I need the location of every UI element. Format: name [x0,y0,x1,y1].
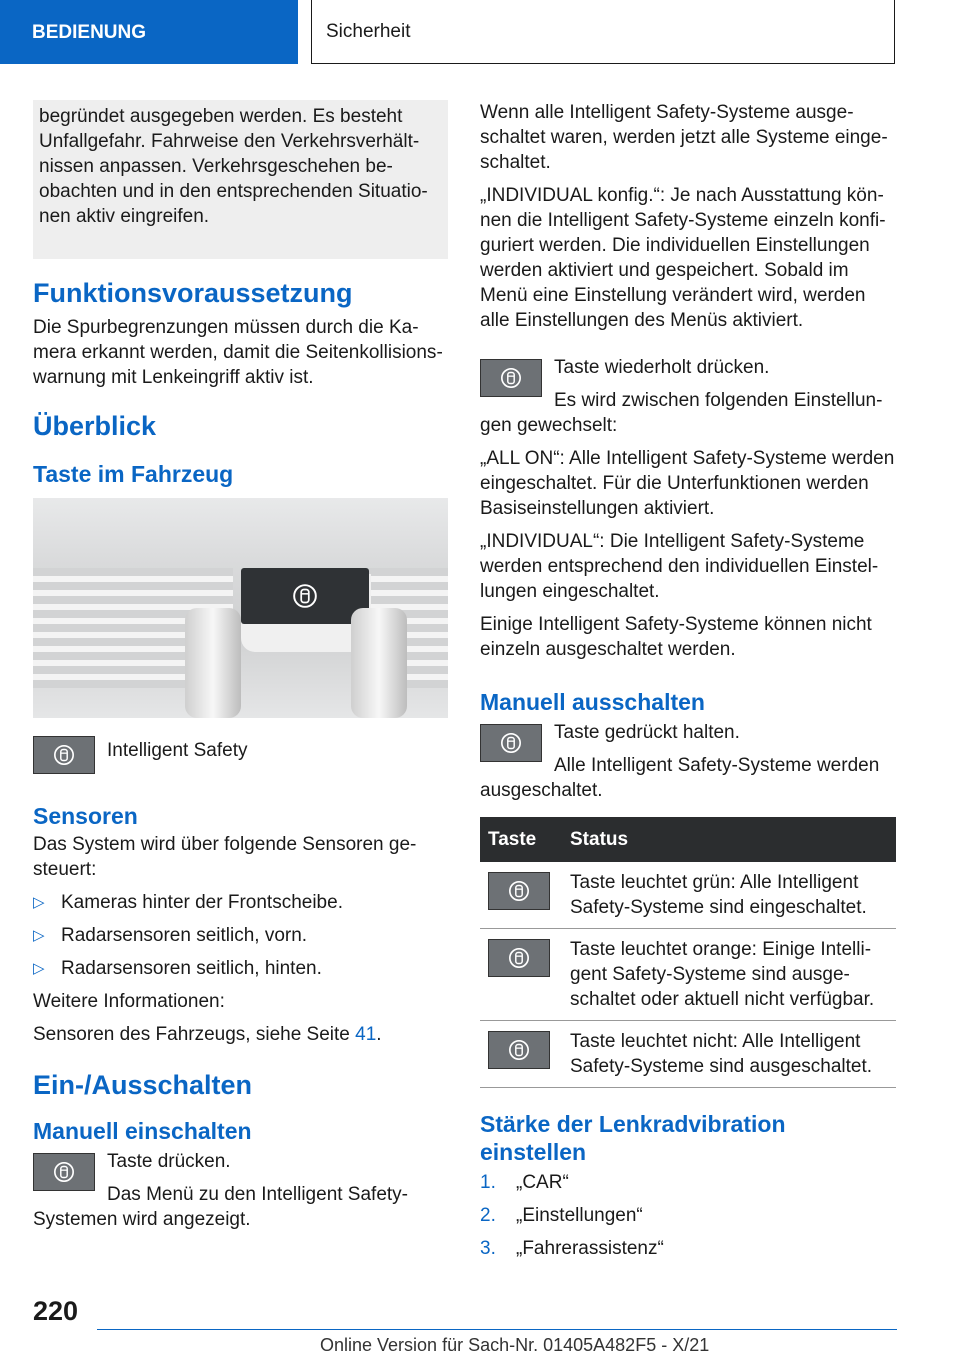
aus-step-2: Alle Intelligent Safety-Systeme werden ausgeschaltet. [480,755,880,801]
einige-text: Einige Intelligent Safety-Systeme können nicht einzeln ausgeschaltet werden. [480,614,872,660]
section-title: BEDIENUNG [32,21,147,43]
warning-text: begründet ausgegeben werden. Es besteht Unfallgefahr. Fahrweise den Verkehrsverhältnissen anpassen. Verkehrsgeschehen beobachten und in den entsprechenden Situationen aktiv eingreifen. [39,106,428,227]
intelligent-safety-key-icon [33,1153,95,1191]
intelligent-safety-key-icon [480,724,542,762]
chapter-title: Sicherheit [326,21,411,42]
list-item: 3. „Fahrerassistenz“ [480,1238,664,1259]
key-off-icon [488,1031,550,1069]
section-tab [0,0,298,64]
heading-sensoren: Sensoren [33,803,138,829]
steps-list [480,1170,896,1261]
heading-taste-im-fahrzeug: Taste im Fahrzeug [33,461,234,487]
triangle-bullet-icon: ▷ [33,960,45,977]
list-item: ▷ Radarsensoren seitlich, hinten. [33,958,322,979]
status-cell: Taste leuchtet nicht: Alle Intelligent Safety-Systeme sind ausgeschaltet. [562,1021,896,1088]
allon-text: „ALL ON“: Alle Intelligent Safety-Systeme werden eingeschaltet. Für die Unterfunktionen werden Basiseinstellungen aktiviert. [480,448,895,519]
left-column [33,100,448,1240]
key-legend-label: Intelligent Safety [107,740,248,761]
ein-step-2: Das Menü zu den Intelligent Safety-Systemen wird angezeigt. [33,1184,409,1230]
vehicle-button-photo [33,498,448,718]
sensoren-text: Das System wird über folgende Sensoren gesteuert: [33,834,417,880]
intelligent-safety-key-photo-icon [241,568,369,624]
wd-step-2: Es wird zwischen folgenden Einstellungen gewechselt: [480,390,883,436]
status-cell: Taste leuchtet grün: Alle Intelligent Safety-Systeme sind eingeschaltet. [562,862,896,929]
wiederholt-block [480,355,896,438]
list-item: ▷ Kameras hinter der Frontscheibe. [33,892,343,913]
list-item: 1. „CAR“ [480,1172,569,1193]
weitere-informationen: Weitere Informationen: [33,991,225,1012]
heading-ueberblick: Überblick [33,411,157,441]
heading-manuell-einschalten: Manuell einschalten [33,1118,252,1144]
heading-ein-ausschalten: Ein-/Ausschalten [33,1070,253,1100]
einschalten-block [33,1149,448,1232]
heading-funktionsvoraussetzung: Funktionsvoraussetzung [33,278,353,308]
table-row [480,862,896,929]
right-column [480,100,896,1269]
footer-divider [97,1329,897,1330]
footer-online-version: Online Version für Sach-Nr. 01405A482F5 - X/21 [320,1335,710,1355]
status-table [480,817,896,1088]
key-orange-icon [488,939,550,977]
ausschalten-block [480,720,896,803]
warning-box [33,100,448,259]
col-header-status: Status [562,817,896,862]
sensor-list [33,890,448,981]
triangle-bullet-icon: ▷ [33,927,45,944]
intelligent-safety-key-icon [480,359,542,397]
individual-text: „INDIVIDUAL“: Die Intelligent Safety-Systeme werden entsprechend den individuellen Einstellungen eingeschaltet. [480,531,879,602]
wd-step-1: Taste wiederholt drücken. [554,357,770,378]
list-item: ▷ Radarsensoren seitlich, vorn. [33,925,308,946]
heading-manuell-ausschalten: Manuell ausschalten [480,689,705,715]
page-number: 220 [33,1296,79,1326]
chapter-tab [311,0,895,64]
triangle-bullet-icon: ▷ [33,894,45,911]
col-header-taste: Taste [480,817,562,862]
key-green-icon [488,872,550,910]
sensor-reference: Sensoren des Fahrzeugs, siehe Seite 41. [33,1024,382,1045]
right-p1: Wenn alle Intelligent Safety-Systeme ausgeschaltet waren, werden jetzt alle Systeme eingeschaltet. [480,102,888,173]
page-link[interactable]: 41 [355,1024,377,1045]
table-header-row [480,817,896,862]
table-row [480,929,896,1021]
list-item: 2. „Einstellungen“ [480,1205,643,1226]
table-row [480,1021,896,1088]
aus-step-1: Taste gedrückt halten. [554,722,740,743]
heading-staerke-lenkradvibration: Stärke der Lenkradvibration einstellen [480,1111,786,1165]
right-p2: „INDIVIDUAL konfig.“: Je nach Ausstattung können die Intelligent Safety-Systeme einzeln konfiguriert werden. Die individuellen Einstellungen werden aktiviert und gespeichert. Sobald im Menü eine Einstellung verändert wird, werden alle Einstellungen des Menüs aktiviert. [480,185,886,331]
intelligent-safety-key-icon [33,736,95,774]
status-cell: Taste leuchtet orange: Einige Intelligent Safety-Systeme sind ausgeschaltet oder aktuell nicht verfügbar. [562,929,896,1021]
ein-step-1: Taste drücken. [107,1151,231,1172]
funktion-text: Die Spurbegrenzungen müssen durch die Kamera erkannt werden, damit die Seitenkollisionswarnung mit Lenkeingriff aktiv ist. [33,317,443,388]
key-legend-row [33,732,448,782]
